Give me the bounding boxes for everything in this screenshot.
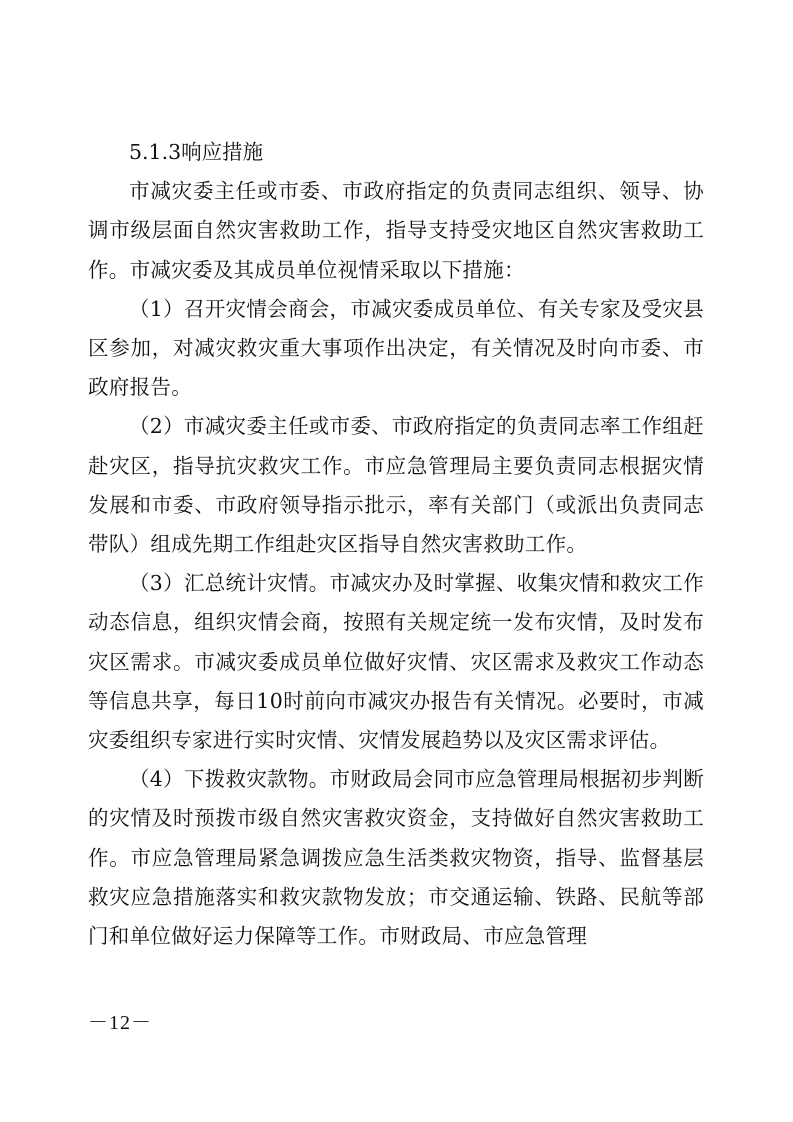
paragraph-item-2: （2）市减灾委主任或市委、市政府指定的负责同志率工作组赶赴灾区，指导抗灾救灾工作。市应急管理局主要负责同志根据灾情发展和市委、市政府领导指示批示，率有关部门（或派出负责同志带队）组成先期工作组赴灾区指导自然灾害救助工作。: [88, 414, 704, 557]
page-number: －12－: [88, 1012, 152, 1034]
paragraph-item-1: （1）召开灾情会商会，市减灾委成员单位、有关专家及受灾县区参加，对减灾救灾重大事项作出决定，有关情况及时向市委、市政府报告。: [88, 296, 704, 400]
section-heading: 5.1.3响应措施: [129, 140, 264, 164]
paragraph-intro: 市减灾委主任或市委、市政府指定的负责同志组织、领导、协调市级层面自然灾害救助工作，指导支持受灾地区自然灾害救助工作。市减灾委及其成员单位视情采取以下措施：: [88, 179, 704, 282]
document-body: [88, 133, 704, 956]
paragraph-item-3: （3）汇总统计灾情。市减灾办及时掌握、收集灾情和救灾工作动态信息，组织灾情会商，按照有关规定统一发布灾情，及时发布灾区需求。市减灾委成员单位做好灾情、灾区需求及救灾工作动态等信息共享，每日10时前向市减灾办报告有关情况。必要时，市减灾委组织专家进行实时灾情、灾情发展趋势以及灾区需求评估。: [88, 571, 704, 753]
paragraph-item-4: （4）下拨救灾款物。市财政局会同市应急管理局根据初步判断的灾情及时预拨市级自然灾害救灾资金，支持做好自然灾害救助工作。市应急管理局紧急调拨应急生活类救灾物资，指导、监督基层救灾应急措施落实和救灾款物发放；市交通运输、铁路、民航等部门和单位做好运力保障等工作。市财政局、市应急管理: [88, 767, 704, 949]
